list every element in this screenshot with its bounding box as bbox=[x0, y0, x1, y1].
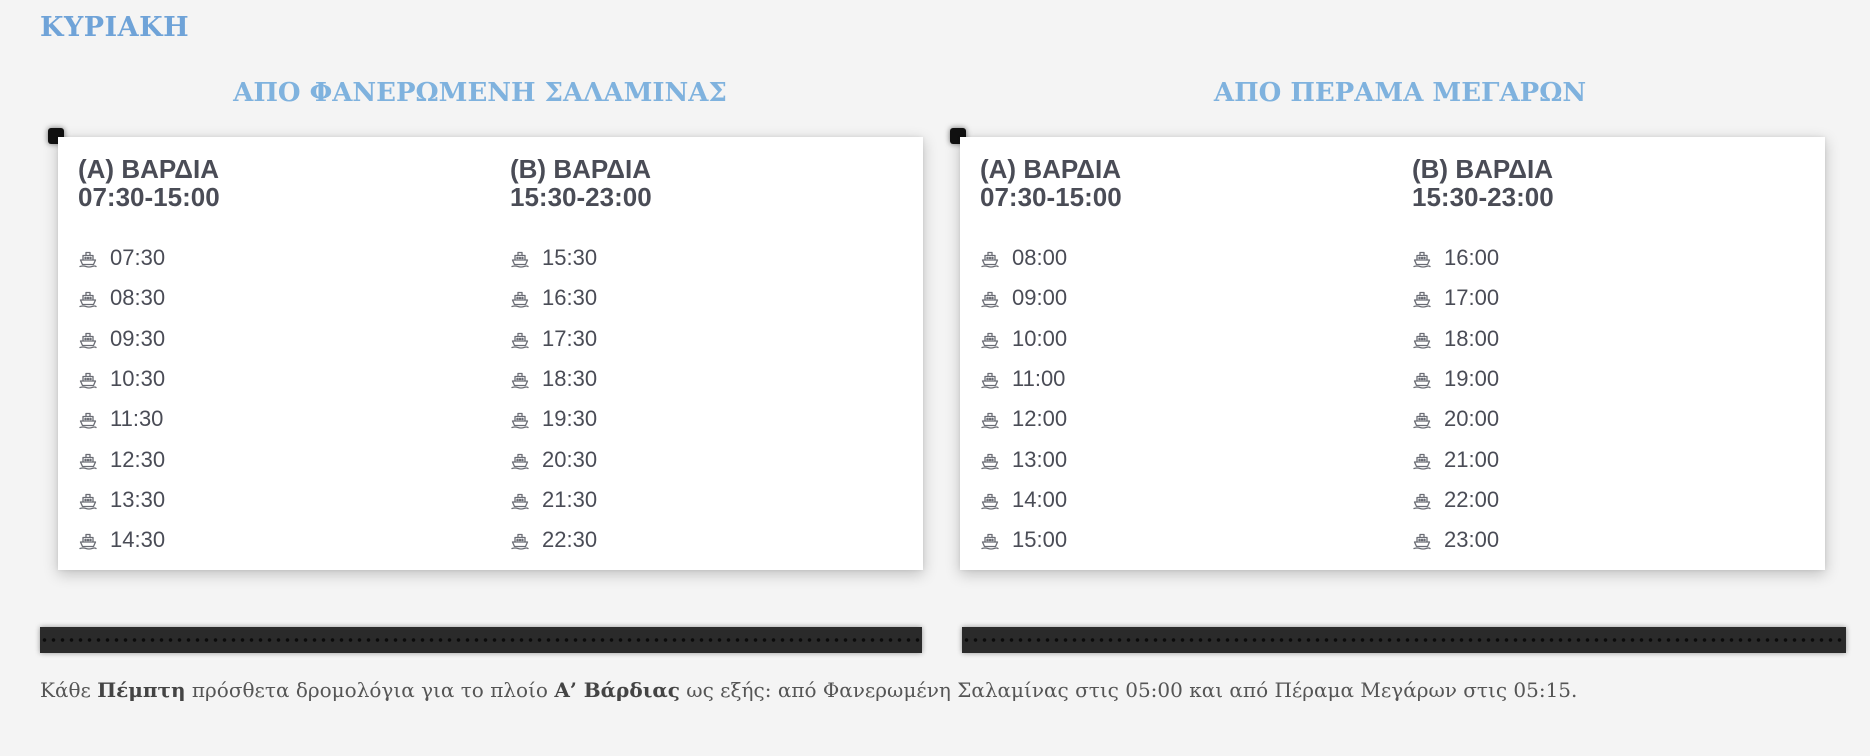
departure-time bbox=[510, 238, 652, 278]
departure-time-label: 13:30 bbox=[110, 486, 166, 512]
departure-time bbox=[78, 238, 220, 278]
note-prefix: Κάθε bbox=[40, 678, 98, 702]
departure-time-label: 18:00 bbox=[1444, 325, 1500, 351]
departure-time-label: 13:00 bbox=[1012, 446, 1068, 472]
departure-time-label: 17:30 bbox=[542, 325, 598, 351]
route-heading-perama: ΑΠΟ ΠΕΡΑΜΑ ΜΕΓΑΡΩΝ bbox=[1213, 78, 1587, 108]
departure-time-label: 18:30 bbox=[542, 366, 598, 392]
departure-time-label: 09:30 bbox=[110, 325, 166, 351]
departure-time bbox=[78, 480, 220, 520]
ship-icon bbox=[78, 450, 98, 470]
departure-time bbox=[78, 319, 220, 359]
departure-time-label: 20:00 bbox=[1444, 406, 1500, 432]
departure-time bbox=[980, 238, 1122, 278]
departure-time-label: 21:00 bbox=[1444, 446, 1500, 472]
ship-icon bbox=[510, 530, 530, 550]
departure-time bbox=[78, 399, 220, 439]
ship-icon bbox=[510, 450, 530, 470]
schedule-card-perama bbox=[960, 137, 1825, 570]
ship-icon bbox=[510, 490, 530, 510]
departure-time-label: 10:30 bbox=[110, 366, 166, 392]
departure-time bbox=[980, 278, 1122, 318]
departure-time-label: 12:00 bbox=[1012, 406, 1068, 432]
departure-time bbox=[980, 319, 1122, 359]
ship-icon bbox=[510, 288, 530, 308]
ship-icon bbox=[980, 248, 1000, 268]
departure-time-label: 08:30 bbox=[110, 285, 166, 311]
shift-hours: 07:30-15:00 bbox=[78, 182, 220, 212]
note-bold-day: Πέμπτη bbox=[97, 678, 186, 702]
shift-b bbox=[1412, 155, 1554, 560]
ship-icon bbox=[78, 369, 98, 389]
ship-icon bbox=[1412, 450, 1432, 470]
ship-icon bbox=[1412, 369, 1432, 389]
ship-icon bbox=[980, 490, 1000, 510]
ship-icon bbox=[1412, 530, 1432, 550]
shift-title: (Β) ΒΑΡΔΙΑ bbox=[510, 154, 651, 184]
ship-icon bbox=[980, 329, 1000, 349]
departure-time-label: 07:30 bbox=[110, 245, 166, 271]
ship-icon bbox=[78, 329, 98, 349]
route-heading-faneromeni: ΑΠΟ ΦΑΝΕΡΩΜΕΝΗ ΣΑΛΑΜΙΝΑΣ bbox=[233, 78, 727, 108]
ship-icon bbox=[78, 530, 98, 550]
departure-time bbox=[510, 278, 652, 318]
departure-time-label: 19:30 bbox=[542, 406, 598, 432]
departure-list bbox=[1412, 238, 1554, 560]
departure-time bbox=[1412, 520, 1554, 560]
shift-title: (Α) ΒΑΡΔΙΑ bbox=[980, 154, 1121, 184]
departure-time bbox=[510, 439, 652, 479]
departure-time bbox=[510, 359, 652, 399]
departure-time-label: 12:30 bbox=[110, 446, 166, 472]
departure-time-label: 16:30 bbox=[542, 285, 598, 311]
schedule-card-faneromeni bbox=[58, 137, 923, 570]
ship-icon bbox=[510, 329, 530, 349]
dotted-divider bbox=[40, 627, 922, 653]
departure-time bbox=[78, 439, 220, 479]
ship-icon bbox=[1412, 409, 1432, 429]
departure-time-label: 08:00 bbox=[1012, 245, 1068, 271]
departure-time-label: 22:30 bbox=[542, 527, 598, 553]
departure-time-label: 11:00 bbox=[1012, 366, 1066, 392]
departure-time bbox=[510, 520, 652, 560]
departure-time-label: 20:30 bbox=[542, 446, 598, 472]
day-title: ΚΥΡΙΑΚΗ bbox=[40, 12, 190, 43]
thursday-note bbox=[40, 678, 1577, 702]
departure-time-label: 19:00 bbox=[1444, 366, 1500, 392]
note-suffix: ως εξής: από Φανερωμένη Σαλαμίνας στις 05:00 και από Πέραμα Μεγάρων στις 05:15. bbox=[679, 678, 1578, 702]
ship-icon bbox=[980, 409, 1000, 429]
departure-time bbox=[510, 480, 652, 520]
ship-icon bbox=[510, 248, 530, 268]
shift-hours: 07:30-15:00 bbox=[980, 182, 1122, 212]
ship-icon bbox=[980, 369, 1000, 389]
departure-time bbox=[510, 319, 652, 359]
note-middle: πρόσθετα δρομολόγια για το πλοίο bbox=[185, 678, 555, 702]
departure-time-label: 22:00 bbox=[1444, 486, 1500, 512]
departure-time-label: 15:00 bbox=[1012, 527, 1068, 553]
departure-time bbox=[980, 359, 1122, 399]
shift-a bbox=[980, 155, 1122, 560]
ship-icon bbox=[1412, 288, 1432, 308]
departure-time bbox=[1412, 278, 1554, 318]
departure-time-label: 14:30 bbox=[110, 527, 166, 553]
ship-icon bbox=[1412, 490, 1432, 510]
departure-list bbox=[78, 238, 220, 560]
note-bold-shift: Α’ Βάρδιας bbox=[554, 678, 680, 702]
ship-icon bbox=[78, 248, 98, 268]
departure-time bbox=[1412, 319, 1554, 359]
departure-time bbox=[1412, 399, 1554, 439]
departure-time-label: 15:30 bbox=[542, 245, 598, 271]
departure-time-label: 17:00 bbox=[1444, 285, 1500, 311]
departure-time bbox=[510, 399, 652, 439]
shift-a bbox=[78, 155, 220, 560]
departure-time bbox=[980, 439, 1122, 479]
ship-icon bbox=[980, 530, 1000, 550]
departure-time-label: 11:30 bbox=[110, 406, 164, 432]
shift-b bbox=[510, 155, 652, 560]
shift-hours: 15:30-23:00 bbox=[510, 182, 652, 212]
ship-icon bbox=[78, 409, 98, 429]
departure-time-label: 14:00 bbox=[1012, 486, 1068, 512]
shift-title: (Β) ΒΑΡΔΙΑ bbox=[1412, 154, 1553, 184]
ship-icon bbox=[1412, 329, 1432, 349]
departure-time bbox=[980, 480, 1122, 520]
departure-time bbox=[980, 520, 1122, 560]
shift-title: (Α) ΒΑΡΔΙΑ bbox=[78, 154, 219, 184]
shift-hours: 15:30-23:00 bbox=[1412, 182, 1554, 212]
dotted-divider bbox=[962, 627, 1846, 653]
departure-list bbox=[510, 238, 652, 560]
ship-icon bbox=[980, 450, 1000, 470]
ship-icon bbox=[78, 490, 98, 510]
departure-time-label: 16:00 bbox=[1444, 245, 1500, 271]
departure-time bbox=[1412, 439, 1554, 479]
ship-icon bbox=[510, 369, 530, 389]
ship-icon bbox=[980, 288, 1000, 308]
departure-time bbox=[78, 359, 220, 399]
ship-icon bbox=[510, 409, 530, 429]
departure-list bbox=[980, 238, 1122, 560]
departure-time bbox=[1412, 480, 1554, 520]
departure-time bbox=[78, 520, 220, 560]
departure-time-label: 09:00 bbox=[1012, 285, 1068, 311]
departure-time bbox=[78, 278, 220, 318]
departure-time-label: 10:00 bbox=[1012, 325, 1068, 351]
ship-icon bbox=[1412, 248, 1432, 268]
ship-icon bbox=[78, 288, 98, 308]
departure-time-label: 23:00 bbox=[1444, 527, 1500, 553]
departure-time bbox=[1412, 238, 1554, 278]
departure-time-label: 21:30 bbox=[542, 486, 598, 512]
departure-time bbox=[1412, 359, 1554, 399]
departure-time bbox=[980, 399, 1122, 439]
